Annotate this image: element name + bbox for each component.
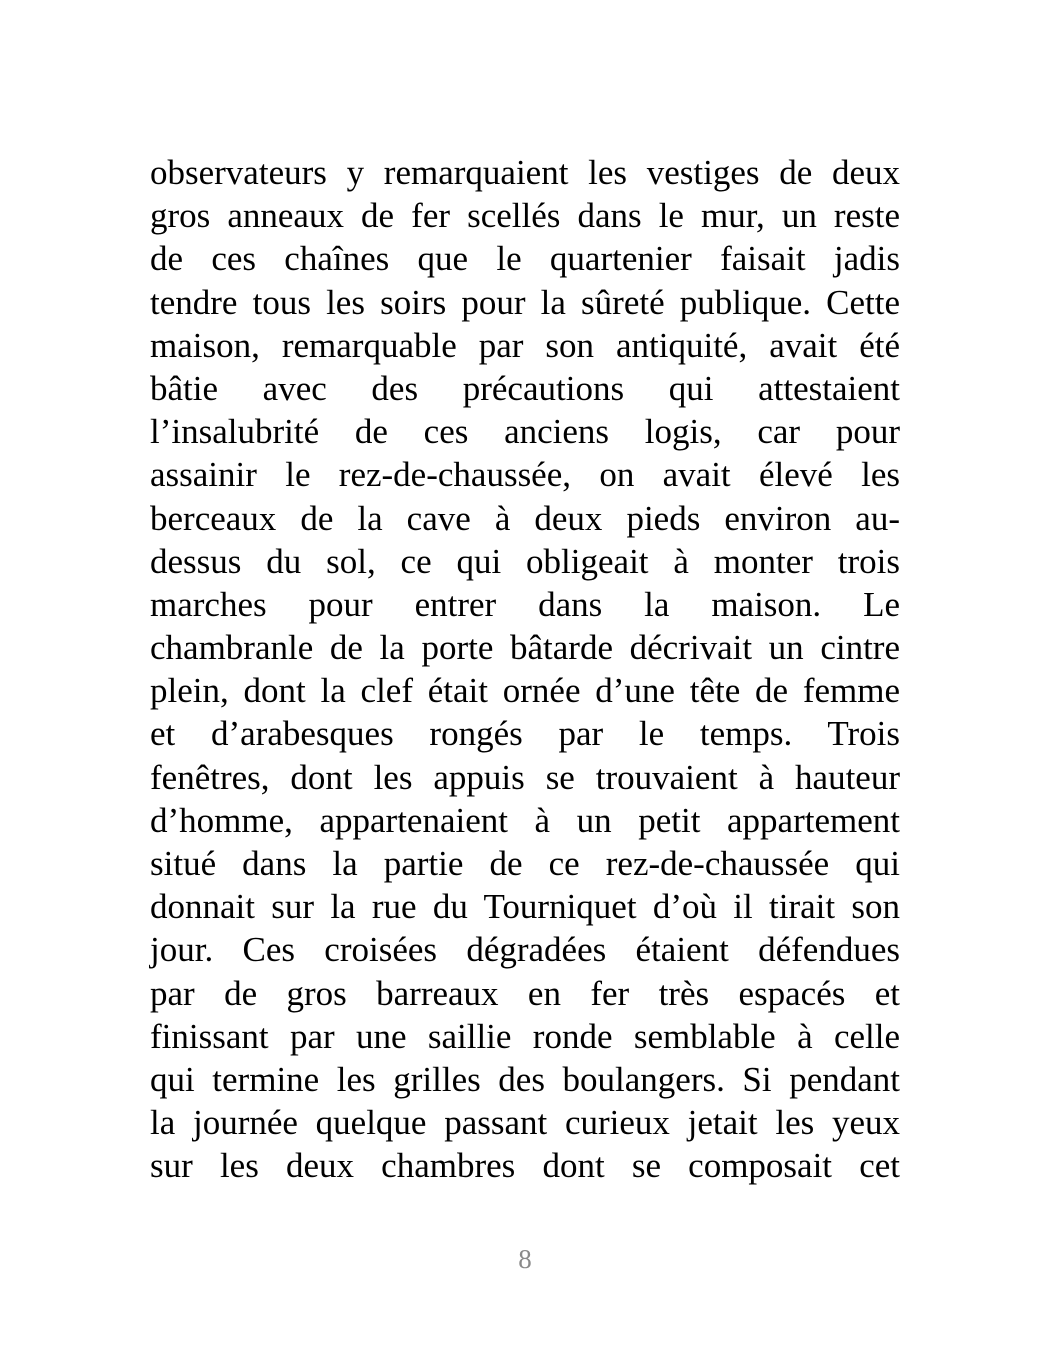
text-line: sur les deux chambres dont se composait cet: [150, 1146, 900, 1186]
text-line: bâtie avec des précautions qui attestaient: [150, 368, 900, 408]
text-line: l’insalubrité de ces anciens logis, car pour: [150, 412, 900, 452]
text-line: maison, remarquable par son antiquité, avait été: [150, 325, 900, 365]
text-line: finissant par une saillie ronde semblable à celle: [150, 1016, 900, 1056]
text-line: donnait sur la rue du Tourniquet d’où il tirait son: [150, 887, 900, 927]
text-line: tendre tous les soirs pour la sûreté publique. Cette: [150, 282, 900, 322]
text-line: par de gros barreaux en fer très espacés et: [150, 973, 900, 1013]
text-line: et d’arabesques rongés par le temps. Trois: [150, 714, 900, 754]
body-text: [150, 151, 900, 1188]
text-line: la journée quelque passant curieux jetait les yeux: [150, 1103, 900, 1143]
text-line: situé dans la partie de ce rez-de-chaussée qui: [150, 844, 900, 883]
text-line: fenêtres, dont les appuis se trouvaient à hauteur: [150, 757, 900, 797]
text-line: marches pour entrer dans la maison. Le: [150, 584, 900, 624]
page-number: 8: [518, 1244, 532, 1274]
text-line: berceaux de la cave à deux pieds environ au-: [150, 498, 900, 538]
text-line: assainir le rez-de-chaussée, on avait élevé les: [150, 455, 900, 495]
text-line: qui termine les grilles des boulangers. Si pendant: [150, 1059, 900, 1099]
text-line: de ces chaînes que le quartenier faisait jadis: [150, 239, 900, 279]
text-line: gros anneaux de fer scellés dans le mur, un reste: [150, 196, 900, 236]
text-line: dessus du sol, ce qui obligeait à monter trois: [150, 541, 900, 581]
text-line: jour. Ces croisées dégradées étaient défendues: [150, 930, 900, 970]
text-line: chambranle de la porte bâtarde décrivait un cintre: [150, 628, 900, 668]
text-line: plein, dont la clef était ornée d’une tête de femme: [150, 671, 900, 711]
text-line: d’homme, appartenaient à un petit appartement: [150, 800, 900, 840]
text-line: observateurs y remarquaient les vestiges de deux: [150, 153, 900, 192]
